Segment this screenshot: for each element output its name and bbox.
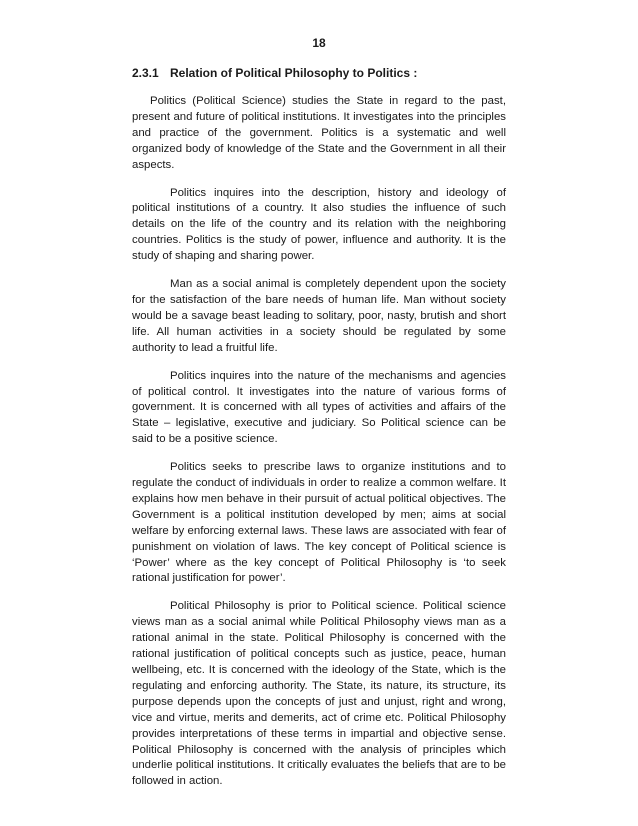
section-heading bbox=[132, 66, 506, 81]
section-title: Relation of Political Philosophy to Politics : bbox=[170, 66, 418, 80]
body-text bbox=[132, 94, 506, 802]
paragraph-4: Politics inquires into the nature of the mechanisms and agencies of political control. It investigates into the nature of various forms of government. It is concerned with all types of activities and affairs of the State – legislative, executive and judiciary. So Political science can be said to be a positive science. bbox=[132, 369, 506, 446]
page-number: 18 bbox=[312, 36, 326, 50]
section-number: 2.3.1 bbox=[132, 66, 159, 80]
paragraph-2: Politics inquires into the description, history and ideology of political institutions of a country. It also studies the influence of such details on the life of the country and its relation with the neighboring countries. Politics is the study of power, influence and authority. It is the study of shaping and sharing power. bbox=[132, 186, 506, 263]
paragraph-5: Politics seeks to prescribe laws to organize institutions and to regulate the conduct of individuals in order to realize a common welfare. It explains how men behave in their pursuit of actual political objectives. The Government is a political institution developed by men; aims at social welfare by enforcing external laws. These laws are associated with fear of punishment on violation of laws. The key concept of Political science is ‘Power’ where as the key concept of Political Philosophy is ‘to seek rational justification for power’. bbox=[132, 461, 506, 585]
paragraph-1: Politics (Political Science) studies the State in regard to the past, present and future of political institutions. It investigates into the principles and practice of the government. Politics is a systematic and well organized body of knowledge of the State and the Government in all their aspects. bbox=[132, 95, 506, 171]
paragraph-3: Man as a social animal is completely dependent upon the society for the satisfaction of the bare needs of human life. Man without society would be a savage beast leading to solitary, poor, nasty, brutish and short life. All human activities in a society should be regulated by some authority to lead a fruitful life. bbox=[132, 278, 506, 354]
paragraph-6: Political Philosophy is prior to Political science. Political science views man as a social animal while Political Philosophy views man as a rational animal in the state. Political Philosophy is concerned with the rational justification of political concepts such as justice, peace, human wellbeing, etc. It is concerned with the ideology of the State, which is the regulating and enforcing authority. The State, its nature, its structure, its purpose depends upon the concepts of just and unjust, right and wrong, vice and virtue, merits and demerits, act of crime etc. Political Philosophy provides interpretations of these terms in impartial and objective sense. Political Philosophy is concerned with the analysis of principles which underlie political institutions. It critically evaluates the beliefs that are to be followed in action. bbox=[132, 600, 506, 788]
